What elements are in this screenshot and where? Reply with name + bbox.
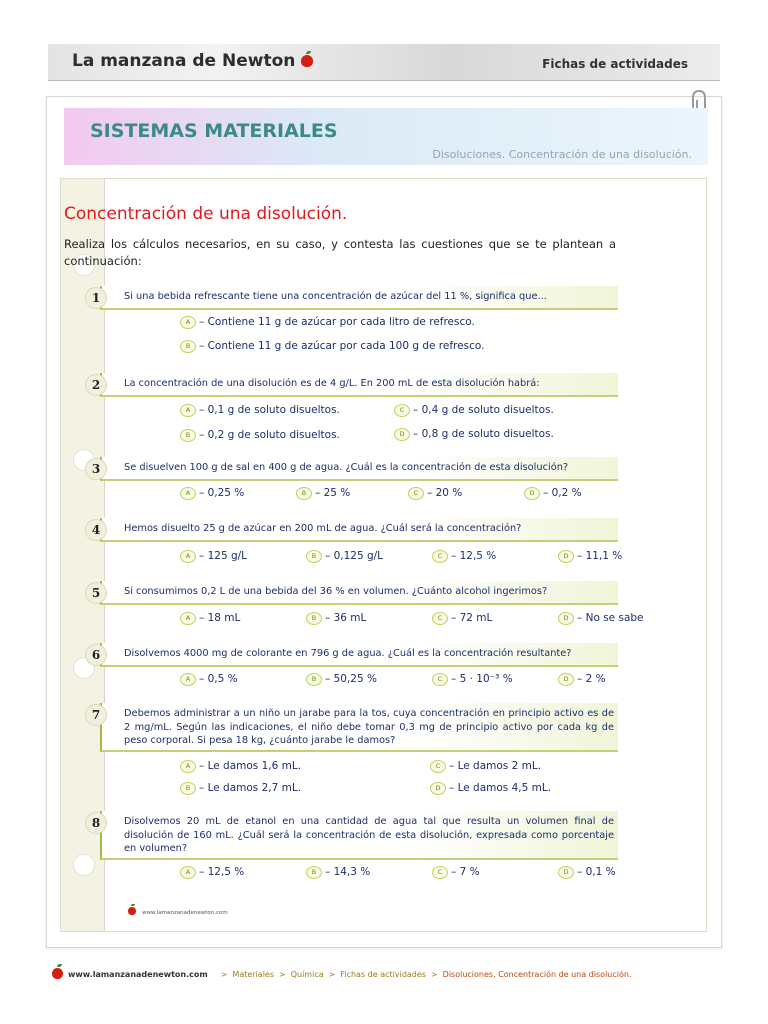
- option-badge: A: [180, 550, 196, 563]
- option-d[interactable]: [430, 782, 551, 795]
- option-c[interactable]: [432, 866, 480, 879]
- option-text: – 0,5 %: [199, 673, 238, 685]
- question-text: Disolvemos 4000 mg de colorante en 796 g de agua. ¿Cuál es la concentración resultante?: [124, 648, 572, 659]
- option-text: – 5 · 10⁻³ %: [451, 673, 513, 685]
- option-text: – 18 mL: [199, 612, 241, 624]
- question-text: Se disuelven 100 g de sal en 400 g de agua. ¿Cuál es la concentración de esta disolución?: [124, 462, 569, 473]
- option-text: – 20 %: [427, 487, 463, 499]
- option-text: – 125 g/L: [199, 550, 248, 562]
- option-text: – Le damos 2,7 mL.: [199, 782, 302, 794]
- option-badge: B: [306, 550, 322, 563]
- option-c[interactable]: [430, 760, 541, 773]
- option-text: – 7 %: [451, 866, 480, 878]
- option-text: – 36 mL: [325, 612, 367, 624]
- option-badge: D: [558, 673, 574, 686]
- option-text: – No se sabe: [577, 612, 644, 624]
- option-badge: C: [430, 760, 446, 773]
- option-text: –: [413, 404, 422, 416]
- question-number: 1: [85, 287, 107, 309]
- option-d[interactable]: [394, 428, 554, 441]
- option-badge: B: [180, 782, 196, 795]
- question-bar: [100, 581, 618, 605]
- option-a[interactable]: [180, 550, 247, 563]
- question-bar: [100, 286, 618, 310]
- option-badge: D: [394, 428, 410, 441]
- option-badge: B: [180, 340, 196, 353]
- option-badge: B: [306, 866, 322, 879]
- option-badge: B: [306, 673, 322, 686]
- option-a[interactable]: [180, 487, 244, 500]
- option-text: 0,8 g de soluto disueltos.: [421, 428, 554, 440]
- option-b[interactable]: [180, 340, 484, 353]
- option-text: – 0,125 g/L: [325, 550, 384, 562]
- option-text: –: [199, 316, 208, 328]
- question-number: 4: [85, 519, 107, 541]
- option-text: – 0,25 %: [199, 487, 245, 499]
- sheet-footer: [128, 907, 228, 916]
- option-d[interactable]: [558, 866, 616, 879]
- sheet-footer-site[interactable]: www.lamanzanadenewton.com: [142, 910, 228, 916]
- option-a[interactable]: [180, 404, 340, 417]
- question-bar: [100, 518, 618, 542]
- option-text: –: [199, 340, 208, 352]
- option-badge: A: [180, 612, 196, 625]
- option-badge: B: [180, 429, 196, 442]
- option-text: – Le damos 4,5 mL.: [449, 782, 552, 794]
- question-number: 8: [85, 812, 107, 834]
- option-b[interactable]: [180, 782, 301, 795]
- option-text: Contiene 11 g de azúcar por cada litro de refresco.: [207, 316, 475, 328]
- option-text: – 2 %: [577, 673, 606, 685]
- breadcrumb-separator: >: [220, 970, 228, 979]
- option-text: –: [199, 404, 208, 416]
- option-a[interactable]: [180, 612, 240, 625]
- section-label: Fichas de actividades: [542, 57, 688, 71]
- question-number: 7: [85, 704, 107, 726]
- option-text: – 25 %: [315, 487, 351, 499]
- breadcrumb-fichas[interactable]: Fichas de actividades: [340, 970, 426, 979]
- option-text: 0,1 g de soluto disueltos.: [207, 404, 340, 416]
- option-badge: D: [558, 866, 574, 879]
- option-b[interactable]: [306, 550, 383, 563]
- option-text: –: [413, 428, 422, 440]
- option-badge: D: [524, 487, 540, 500]
- option-badge: A: [180, 316, 196, 329]
- option-badge: A: [180, 404, 196, 417]
- option-badge: A: [180, 760, 196, 773]
- top-banner: [48, 44, 720, 81]
- option-badge: A: [180, 866, 196, 879]
- option-text: – 72 mL: [451, 612, 493, 624]
- question-number: 6: [85, 644, 107, 666]
- worksheet-title: Concentración de una disolución.: [64, 204, 348, 224]
- option-text: 0,2 g de soluto disueltos.: [207, 429, 340, 441]
- option-badge: D: [558, 612, 574, 625]
- question-number: 2: [85, 374, 107, 396]
- breadcrumb-quimica[interactable]: Química: [290, 970, 324, 979]
- option-badge: A: [180, 673, 196, 686]
- breadcrumb: [52, 968, 631, 979]
- option-text: Contiene 11 g de azúcar por cada 100 g de refresco.: [207, 340, 485, 352]
- option-badge: C: [432, 550, 448, 563]
- breadcrumb-separator: >: [430, 970, 438, 979]
- question-bar: [100, 373, 618, 397]
- topic-title: SISTEMAS MATERIALES: [90, 120, 338, 142]
- topic-header: [64, 108, 708, 165]
- brand-name: La manzana de Newton: [72, 51, 296, 71]
- option-b[interactable]: [306, 673, 377, 686]
- option-text: –: [199, 429, 208, 441]
- question-bar: [100, 811, 618, 860]
- option-d[interactable]: [524, 487, 582, 500]
- option-text: – 12,5 %: [451, 550, 497, 562]
- question-text: Hemos disuelto 25 g de azúcar en 200 mL de agua. ¿Cuál será la concentración?: [124, 523, 522, 534]
- option-badge: C: [432, 866, 448, 879]
- option-badge: C: [432, 673, 448, 686]
- option-text: – Le damos 1,6 mL.: [199, 760, 302, 772]
- option-text: – 50,25 %: [325, 673, 377, 685]
- question-text: Debemos administrar a un niño un jarabe para la tos, cuya concentración en principio activo es de 2 mg/mL. Según las indicaciones, el niño debe tomar 0,3 mg de principio activo por cada kg de peso corporal. Si pesa 18 kg, ¿cuánto jarabe le damos?: [124, 708, 614, 746]
- option-badge: D: [558, 550, 574, 563]
- apple-icon: [128, 907, 136, 915]
- option-text: – 14,3 %: [325, 866, 371, 878]
- option-b[interactable]: [180, 429, 340, 442]
- option-d[interactable]: [558, 612, 644, 625]
- breadcrumb-materiales[interactable]: Materiales: [232, 970, 275, 979]
- option-text: – 12,5 %: [199, 866, 245, 878]
- option-text: – 0,1 %: [577, 866, 616, 878]
- option-badge: D: [430, 782, 446, 795]
- option-a[interactable]: [180, 673, 238, 686]
- option-c[interactable]: [432, 550, 496, 563]
- option-c[interactable]: [432, 612, 492, 625]
- option-text: – 0,2 %: [543, 487, 582, 499]
- question-number: 5: [85, 582, 107, 604]
- option-c[interactable]: [432, 673, 513, 686]
- option-badge: B: [296, 487, 312, 500]
- question-number: 3: [85, 458, 107, 480]
- option-badge: C: [394, 404, 410, 417]
- option-a[interactable]: [180, 866, 244, 879]
- option-badge: C: [408, 487, 424, 500]
- question-bar: [100, 703, 618, 752]
- binder-hole: [73, 854, 95, 876]
- question-text: La concentración de una disolución es de 4 g/L. En 200 mL de esta disolución habrá:: [124, 378, 540, 389]
- option-a[interactable]: [180, 316, 475, 329]
- option-b[interactable]: [296, 487, 350, 500]
- question-bar: [100, 457, 618, 481]
- option-c[interactable]: [408, 487, 462, 500]
- option-badge: A: [180, 487, 196, 500]
- apple-icon: [301, 55, 313, 67]
- option-text: 0,4 g de soluto disueltos.: [421, 404, 554, 416]
- question-text: Si una bebida refrescante tiene una concentración de azúcar del 11 %, significa que...: [124, 291, 547, 302]
- breadcrumb-current: Disoluciones. Concentración de una disolución.: [442, 970, 632, 979]
- question-text: Si consumimos 0,2 L de una bebida del 36 % en volumen. ¿Cuánto alcohol ingerimos?: [124, 586, 548, 597]
- brand-logo[interactable]: [72, 51, 313, 71]
- breadcrumb-separator: >: [328, 970, 336, 979]
- option-a[interactable]: [180, 760, 301, 773]
- option-text: – 11,1 %: [577, 550, 623, 562]
- breadcrumb-separator: >: [279, 970, 286, 979]
- worksheet-intro: Realiza los cálculos necesarios, en su caso, y contesta las cuestiones que se te plantean a continuación:: [64, 237, 616, 268]
- option-badge: B: [306, 612, 322, 625]
- breadcrumb-site[interactable]: www.lamanzanadenewton.com: [68, 970, 208, 979]
- question-text: Disolvemos 20 mL de etanol en una cantidad de agua tal que resulta un volumen final de disolución de 160 mL. ¿Cuál será la concentración de esta disolución, expresada como porcentaje en volumen?: [124, 816, 614, 854]
- topic-subtitle: Disoluciones. Concentración de una disolución.: [432, 148, 692, 161]
- option-d[interactable]: [558, 550, 622, 563]
- apple-icon: [52, 968, 63, 979]
- option-text: – Le damos 2 mL.: [449, 760, 542, 772]
- option-c[interactable]: [394, 404, 554, 417]
- option-b[interactable]: [306, 612, 366, 625]
- option-b[interactable]: [306, 866, 370, 879]
- option-d[interactable]: [558, 673, 606, 686]
- question-bar: [100, 643, 618, 667]
- option-badge: C: [432, 612, 448, 625]
